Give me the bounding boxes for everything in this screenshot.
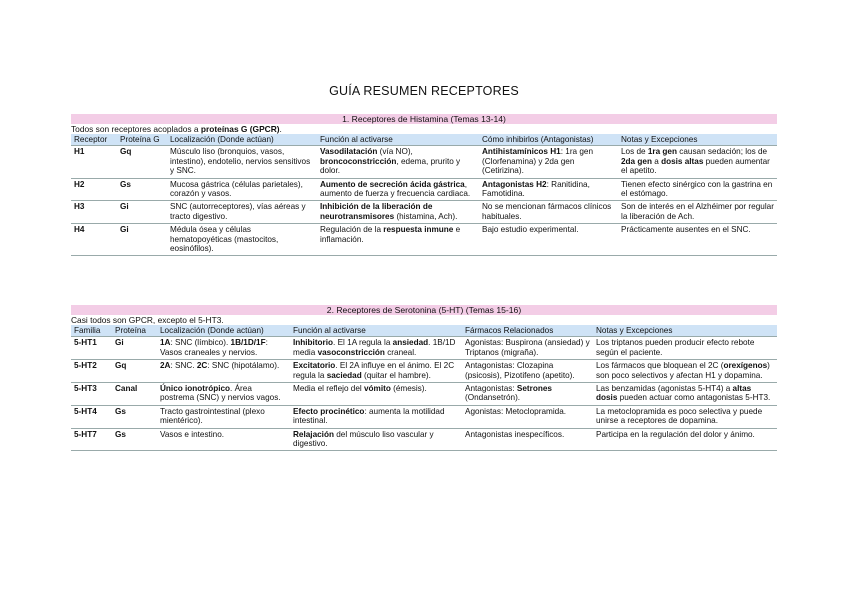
serotonin-cell: Relajación del músculo liso vascular y digestivo.	[290, 428, 462, 451]
serotonin-row	[71, 360, 777, 383]
histamine-cell: No se mencionan fármacos clínicos habituales.	[479, 201, 618, 224]
serotonin-cell: Agonistas: Buspirona (ansiedad) y Triptanos (migraña).	[462, 337, 593, 360]
serotonin-cell: Antagonistas: Setrones (Ondansetrón).	[462, 383, 593, 406]
serotonin-cell: 5-HT4	[71, 405, 112, 428]
histamine-cell: Antihistamínicos H1: 1ra gen (Clorfenamina) y 2da gen (Cetirizina).	[479, 146, 618, 178]
serotonin-col-header: Familia	[71, 325, 112, 337]
histamine-cell: Médula ósea y células hematopoyéticas (mastocitos, eosinófilos).	[167, 224, 317, 256]
histamine-cell: Músculo liso (bronquios, vasos, intestino), endotelio, nervios sensitivos y SNC.	[167, 146, 317, 178]
histamine-cell: Gs	[117, 178, 167, 201]
histamine-cell: Gi	[117, 201, 167, 224]
serotonin-cell: 1A: SNC (límbico). 1B/1D/1F: Vasos craneales y nervios.	[157, 337, 290, 360]
serotonin-cell: 5-HT2	[71, 360, 112, 383]
serotonin-cell: La metoclopramida es poco selectiva y puede unirse a receptores de dopamina.	[593, 405, 777, 428]
histamine-cell: H3	[71, 201, 117, 224]
histamine-cell: Los de 1ra gen causan sedación; los de 2da gen a dosis altas pueden aumentar el apetito.	[618, 146, 777, 178]
serotonin-cell: Agonistas: Metoclopramida.	[462, 405, 593, 428]
serotonin-row	[71, 428, 777, 451]
serotonin-cell: 2A: SNC. 2C: SNC (hipotálamo).	[157, 360, 290, 383]
serotonin-cell: Único ionotrópico. Área postrema (SNC) y nervios vagos.	[157, 383, 290, 406]
serotonin-table	[71, 325, 777, 451]
serotonin-col-header: Fármacos Relacionados	[462, 325, 593, 337]
serotonin-row	[71, 383, 777, 406]
serotonin-cell: 5-HT3	[71, 383, 112, 406]
histamine-heading: 1. Receptores de Histamina (Temas 13-14)	[71, 114, 777, 124]
serotonin-cell: Gq	[112, 360, 157, 383]
histamine-col-header: Cómo inhibirlos (Antagonistas)	[479, 134, 618, 146]
serotonin-cell: Canal	[112, 383, 157, 406]
histamine-col-header: Receptor	[71, 134, 117, 146]
serotonin-cell: Los fármacos que bloquean el 2C (orexígenos) son poco selectivos y afectan H1 y dopamina.	[593, 360, 777, 383]
histamine-cell: H1	[71, 146, 117, 178]
serotonin-cell: Gi	[112, 337, 157, 360]
serotonin-row	[71, 405, 777, 428]
serotonin-row	[71, 337, 777, 360]
histamine-cell: Antagonistas H2: Ranitidina, Famotidina.	[479, 178, 618, 201]
serotonin-cell: 5-HT1	[71, 337, 112, 360]
serotonin-cell: Antagonistas: Clozapina (psicosis), Pizotifeno (apetito).	[462, 360, 593, 383]
serotonin-col-header: Localización (Donde actúan)	[157, 325, 290, 337]
histamine-cell: Mucosa gástrica (células parietales), corazón y vasos.	[167, 178, 317, 201]
histamine-row	[71, 201, 777, 224]
histamine-header-row	[71, 134, 777, 146]
serotonin-header-row	[71, 325, 777, 337]
serotonin-cell: Antagonistas inespecíficos.	[462, 428, 593, 451]
histamine-row	[71, 178, 777, 201]
serotonin-cell: Excitatorio. El 2A influye en el ánimo. El 2C regula la saciedad (quitar el hambre).	[290, 360, 462, 383]
histamine-cell: Gq	[117, 146, 167, 178]
serotonin-col-header: Notas y Excepciones	[593, 325, 777, 337]
histamine-cell: Gi	[117, 224, 167, 256]
serotonin-cell: Vasos e intestino.	[157, 428, 290, 451]
serotonin-col-header: Función al activarse	[290, 325, 462, 337]
serotonin-cell: Media el reflejo del vómito (émesis).	[290, 383, 462, 406]
serotonin-cell: Inhibitorio. El 1A regula la ansiedad. 1B/1D media vasoconstricción craneal.	[290, 337, 462, 360]
histamine-cell: Aumento de secreción ácida gástrica, aumento de fuerza y frecuencia cardiaca.	[317, 178, 479, 201]
histamine-cell: Bajo estudio experimental.	[479, 224, 618, 256]
histamine-cell: Regulación de la respuesta inmune e inflamación.	[317, 224, 479, 256]
serotonin-cell: Gs	[112, 428, 157, 451]
serotonin-cell: Las benzamidas (agonistas 5-HT4) a altas dosis pueden actuar como antagonistas 5-HT3.	[593, 383, 777, 406]
histamine-cell: Son de interés en el Alzhéimer por regular la liberación de Ach.	[618, 201, 777, 224]
histamine-cell: H4	[71, 224, 117, 256]
histamine-cell: SNC (autorreceptores), vías aéreas y tracto digestivo.	[167, 201, 317, 224]
histamine-col-header: Función al activarse	[317, 134, 479, 146]
histamine-table	[71, 134, 777, 256]
histamine-col-header: Proteína G	[117, 134, 167, 146]
histamine-row	[71, 224, 777, 256]
histamine-section	[71, 114, 777, 256]
histamine-note: Todos son receptores acoplados a proteínas G (GPCR).	[71, 124, 282, 134]
serotonin-heading: 2. Receptores de Serotonina (5-HT) (Temas 15-16)	[71, 305, 777, 315]
serotonin-cell: 5-HT7	[71, 428, 112, 451]
histamine-col-header: Notas y Excepciones	[618, 134, 777, 146]
serotonin-cell: Los triptanos pueden producir efecto rebote según el paciente.	[593, 337, 777, 360]
histamine-row	[71, 146, 777, 178]
serotonin-cell: Efecto procinético: aumenta la motilidad intestinal.	[290, 405, 462, 428]
serotonin-section	[71, 305, 777, 451]
histamine-cell: Prácticamente ausentes en el SNC.	[618, 224, 777, 256]
histamine-cell: H2	[71, 178, 117, 201]
histamine-col-header: Localización (Donde actúan)	[167, 134, 317, 146]
histamine-cell: Tienen efecto sinérgico con la gastrina en el estómago.	[618, 178, 777, 201]
page-title: GUÍA RESUMEN RECEPTORES	[329, 84, 519, 98]
serotonin-cell: Participa en la regulación del dolor y ánimo.	[593, 428, 777, 451]
histamine-cell: Inhibición de la liberación de neurotransmisores (histamina, Ach).	[317, 201, 479, 224]
serotonin-note: Casi todos son GPCR, excepto el 5-HT3.	[71, 315, 224, 325]
histamine-cell: Vasodilatación (vía NO), broncoconstricción, edema, prurito y dolor.	[317, 146, 479, 178]
serotonin-col-header: Proteína	[112, 325, 157, 337]
serotonin-cell: Tracto gastrointestinal (plexo mientérico).	[157, 405, 290, 428]
serotonin-cell: Gs	[112, 405, 157, 428]
